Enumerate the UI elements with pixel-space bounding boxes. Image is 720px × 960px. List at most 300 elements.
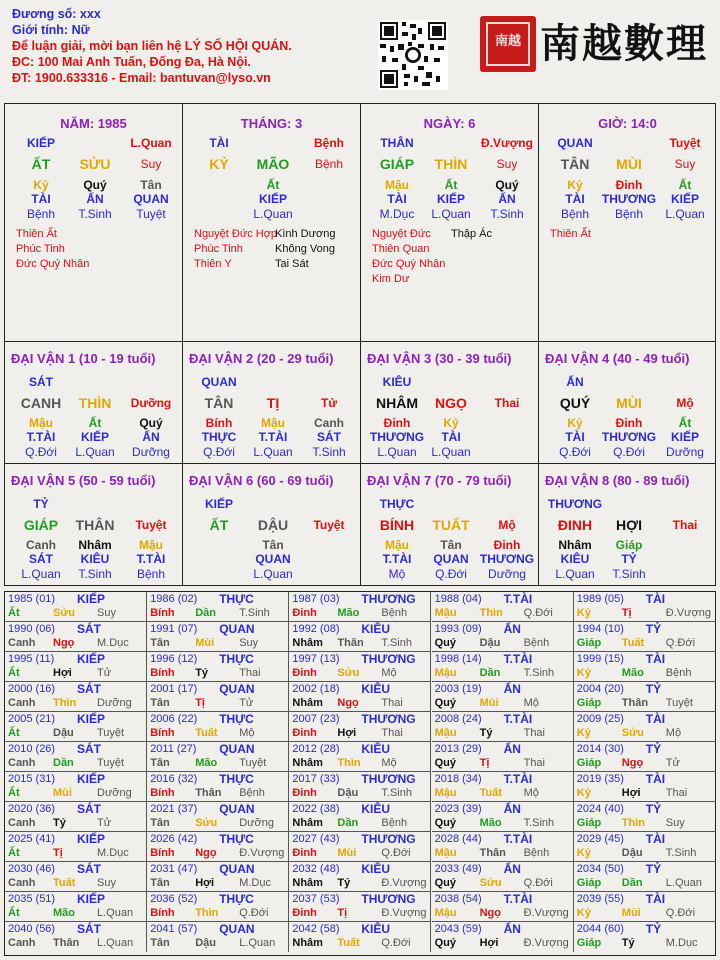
annual-stem: Tân — [150, 937, 170, 949]
annual-stage: T.Sinh — [523, 817, 555, 829]
annual-god: TÀI — [645, 652, 666, 666]
annual-stem: Canh — [8, 937, 36, 949]
annual-branch: Tị — [337, 907, 348, 919]
annual-year: 2016 (32) — [150, 773, 198, 785]
earthly-branch: THÌN — [78, 395, 112, 411]
annual-cell[interactable] — [432, 712, 574, 742]
hidden-stem: Tân — [440, 538, 462, 552]
annual-god: TÀI — [645, 772, 666, 786]
star-right: Không Vong — [275, 243, 335, 255]
annual-branch: Sửu — [53, 607, 76, 619]
annual-cell[interactable] — [5, 742, 147, 772]
dai-van-2 — [183, 342, 360, 463]
annual-branch: Tuất — [479, 787, 502, 799]
annual-year: 2005 (21) — [8, 713, 56, 725]
hidden-stem: Quý — [495, 178, 519, 192]
annual-stage: L.Quan — [97, 937, 134, 949]
annual-cell[interactable] — [5, 832, 147, 862]
heavenly-stem: ẤT — [209, 517, 229, 533]
annual-branch: Mùi — [479, 697, 499, 709]
annual-cell[interactable] — [147, 802, 289, 832]
annual-cell[interactable] — [289, 712, 431, 742]
annual-branch: Tị — [621, 607, 632, 619]
annual-cell[interactable] — [289, 682, 431, 712]
address-line: ĐC: 100 Mai Anh Tuấn, Đống Đa, Hà Nội. — [12, 55, 251, 69]
life-stage: Bệnh — [314, 157, 344, 171]
heavenly-stem: KỶ — [209, 156, 229, 172]
annual-year: 2021 (37) — [150, 803, 198, 815]
annual-cell[interactable] — [432, 682, 574, 712]
annual-cell[interactable] — [289, 622, 431, 652]
hidden-god: KIẾP — [670, 192, 699, 206]
annual-branch: Tuất — [621, 637, 645, 649]
annual-cell[interactable] — [5, 592, 147, 622]
annual-stem: Nhâm — [292, 877, 323, 889]
hidden-stage: Tuyệt — [136, 207, 166, 221]
annual-stem: Nhâm — [292, 637, 323, 649]
annual-branch: Ngọ — [621, 757, 644, 769]
annual-luck-table — [4, 591, 716, 956]
annual-cell[interactable] — [147, 892, 289, 922]
annual-stage: M.Dục — [239, 877, 271, 889]
annual-year: 2020 (36) — [8, 803, 56, 815]
annual-stage: T.Sinh — [381, 637, 412, 649]
star-left: Phúc Tinh — [194, 243, 243, 255]
annual-stem: Đinh — [292, 667, 317, 679]
annual-god: THỰC — [219, 772, 254, 786]
annual-year: 2029 (45) — [576, 833, 624, 845]
annual-stem: Tân — [150, 697, 170, 709]
annual-stage: Bệnh — [381, 817, 408, 829]
pillar-title: GIỜ: 14:0 — [598, 116, 657, 131]
annual-year: 2017 (33) — [292, 773, 340, 785]
annual-cell[interactable] — [289, 742, 431, 772]
annual-cell[interactable] — [432, 772, 574, 802]
hidden-god: T.TÀI — [136, 552, 166, 566]
annual-stem: Mậu — [434, 907, 457, 919]
annual-cell[interactable] — [147, 772, 289, 802]
annual-stage: Bệnh — [523, 847, 550, 859]
pillar-title: NĂM: 1985 — [60, 116, 127, 131]
phone-email-line: ĐT: 1900.633316 - Email: bantuvan@lyso.vn — [12, 71, 271, 85]
annual-stage: Bệnh — [523, 637, 550, 649]
hidden-stem: Ất — [678, 416, 692, 430]
annual-cell[interactable] — [289, 772, 431, 802]
annual-stage: Tuyệt — [97, 727, 125, 739]
annual-stage: Thai — [381, 697, 403, 709]
annual-year: 1989 (05) — [576, 593, 624, 605]
annual-god: THỰC — [219, 712, 254, 726]
annual-stem: Đinh — [292, 787, 317, 799]
annual-year: 1985 (01) — [8, 593, 56, 605]
annual-year: 1996 (12) — [150, 653, 198, 665]
annual-cell[interactable] — [5, 622, 147, 652]
hidden-stem: Mậu — [29, 416, 53, 430]
annual-cell[interactable] — [5, 892, 147, 922]
annual-branch: Mão — [621, 667, 644, 679]
annual-stem: Canh — [8, 637, 36, 649]
life-stage: Tuyệt — [135, 518, 167, 532]
chart-grid — [4, 103, 716, 586]
annual-branch: Thìn — [337, 757, 361, 769]
annual-stem: Giáp — [576, 637, 602, 649]
annual-stage: Tuyệt — [239, 757, 267, 769]
seal-stamp — [480, 16, 536, 72]
annual-cell[interactable] — [574, 862, 716, 892]
annual-year: 2033 (49) — [434, 863, 482, 875]
annual-cell[interactable] — [147, 622, 289, 652]
star-left: Thiên Quan — [372, 243, 430, 255]
annual-cell[interactable] — [5, 682, 147, 712]
annual-stem: Giáp — [576, 757, 602, 769]
annual-stem: Ất — [8, 667, 20, 679]
annual-god: QUAN — [219, 622, 255, 636]
hidden-stem: Giáp — [615, 538, 643, 552]
annual-branch: Mùi — [195, 637, 215, 649]
hidden-stem: Quý — [139, 416, 163, 430]
annual-year: 2009 (25) — [576, 713, 624, 725]
hidden-stage: T.Sinh — [490, 207, 524, 221]
hidden-god: TÀI — [565, 430, 585, 444]
annual-stem: Bính — [150, 607, 175, 619]
annual-year: 2026 (42) — [150, 833, 198, 845]
hidden-stage: T.Sinh — [312, 445, 346, 459]
hidden-stem: Bính — [205, 416, 233, 430]
annual-branch: Sửu — [337, 667, 360, 679]
stem-god: SÁT — [29, 375, 53, 389]
annual-branch: Thân — [195, 787, 222, 799]
star-left: Thiên Y — [194, 258, 232, 270]
annual-branch: Hợi — [337, 727, 357, 739]
annual-god: KIÊU — [361, 682, 391, 696]
hidden-stage: L.Quan — [253, 207, 293, 221]
hidden-stem: Mậu — [385, 538, 409, 552]
annual-cell[interactable] — [5, 802, 147, 832]
annual-year: 1993 (09) — [434, 623, 482, 635]
hidden-god: ẤN — [498, 192, 516, 206]
pillar-title: THÁNG: 3 — [240, 116, 303, 131]
annual-year: 1991 (07) — [150, 623, 198, 635]
annual-stage: Đ.Vượng — [381, 907, 427, 919]
hidden-god: KIẾP — [436, 192, 465, 206]
annual-god: SÁT — [77, 682, 101, 696]
hidden-stem: Tân — [140, 178, 162, 192]
annual-branch: Dậu — [53, 727, 74, 739]
life-stage: Thai — [672, 518, 698, 532]
earthly-branch: THÂN — [75, 517, 115, 533]
annual-god: QUAN — [219, 922, 255, 936]
annual-stem: Bính — [150, 907, 175, 919]
annual-stage: Dưỡng — [97, 697, 132, 709]
hidden-god: KIẾP — [258, 192, 287, 206]
annual-branch: Tuất — [195, 727, 218, 739]
hidden-god: TÀI — [441, 430, 461, 444]
annual-god: SÁT — [77, 922, 101, 936]
annual-year: 2031 (47) — [150, 863, 198, 875]
annual-stage: Mộ — [665, 727, 682, 739]
annual-cell[interactable] — [574, 892, 716, 922]
annual-year: 2001 (17) — [150, 683, 198, 695]
annual-stage: Tử — [97, 667, 112, 679]
annual-year: 2007 (23) — [292, 713, 340, 725]
annual-cell[interactable] — [574, 922, 716, 952]
annual-stem: Bính — [150, 847, 175, 859]
stem-god: KIẾP — [26, 136, 55, 150]
annual-cell[interactable] — [289, 922, 431, 952]
annual-cell[interactable] — [432, 652, 574, 682]
pillar-1 — [5, 104, 182, 341]
star-right: Kình Dương — [275, 228, 336, 240]
annual-year: 2012 (28) — [292, 743, 340, 755]
annual-god: THƯƠNG — [361, 892, 416, 906]
annual-cell[interactable] — [289, 652, 431, 682]
annual-stem: Quý — [434, 937, 456, 949]
annual-branch: Tý — [195, 667, 209, 679]
annual-cell[interactable] — [5, 772, 147, 802]
annual-stage: Mộ — [239, 727, 255, 739]
dai-van-title: ĐẠI VẬN 7 (70 - 79 tuổi) — [367, 473, 512, 488]
annual-god: KIÊU — [361, 862, 391, 876]
annual-stage: Tử — [665, 757, 680, 769]
hidden-god: T.TÀI — [382, 552, 412, 566]
annual-stem: Bính — [150, 667, 175, 679]
stem-god: TỶ — [33, 497, 49, 511]
annual-god: SÁT — [77, 622, 101, 636]
client-gender: Giới tính: Nữ — [12, 23, 90, 37]
annual-god: ẤN — [503, 862, 521, 876]
earthly-branch: TỊ — [266, 395, 280, 411]
star-left: Phúc Tinh — [16, 243, 65, 255]
annual-cell[interactable] — [147, 832, 289, 862]
annual-stem: Nhâm — [292, 937, 323, 949]
annual-stem: Giáp — [576, 817, 602, 829]
annual-god: T.TÀI — [503, 892, 533, 906]
heavenly-stem: ẤT — [31, 156, 51, 172]
annual-stage: Q.Đới — [381, 847, 411, 859]
hidden-god: TÀI — [31, 192, 51, 206]
annual-branch: Ngọ — [479, 907, 501, 919]
annual-stem: Tân — [150, 817, 170, 829]
earthly-branch: MÃO — [256, 156, 290, 172]
annual-cell[interactable] — [5, 922, 147, 952]
pillar-title: NGÀY: 6 — [423, 116, 476, 131]
pillar-4 — [539, 104, 716, 341]
star-right: Thập Ác — [451, 228, 492, 240]
hidden-stage: Q.Đới — [25, 445, 57, 459]
qr-code-icon[interactable] — [378, 20, 448, 90]
heavenly-stem: BÍNH — [379, 517, 415, 533]
hidden-stage: Bệnh — [136, 567, 166, 581]
annual-stage: Thai — [523, 757, 545, 769]
hidden-stem: Mậu — [385, 178, 409, 192]
life-stage: Thai — [494, 396, 520, 410]
hidden-stem: Tân — [262, 538, 284, 552]
annual-stem: Đinh — [292, 907, 317, 919]
annual-cell[interactable] — [289, 802, 431, 832]
annual-cell[interactable] — [574, 742, 716, 772]
annual-stem: Mậu — [434, 667, 457, 679]
annual-stem: Ất — [8, 847, 20, 859]
annual-branch: Mão — [479, 817, 502, 829]
annual-stage: Q.Đới — [381, 937, 411, 949]
annual-cell[interactable] — [147, 592, 289, 622]
annual-year: 2042 (58) — [292, 923, 340, 935]
annual-cell[interactable] — [574, 622, 716, 652]
annual-god: THƯƠNG — [361, 652, 416, 666]
annual-stage: Mộ — [523, 697, 539, 709]
annual-stage: Q.Đới — [523, 877, 553, 889]
annual-year: 2018 (34) — [434, 773, 482, 785]
annual-branch: Mão — [337, 607, 360, 619]
annual-stem: Bính — [150, 787, 175, 799]
stem-god: Bệnh — [314, 136, 344, 150]
annual-god: KIÊU — [361, 922, 391, 936]
annual-god: SÁT — [77, 802, 101, 816]
earthly-branch: MÙI — [616, 156, 642, 172]
annual-cell[interactable] — [432, 922, 574, 952]
hidden-stem: Đinh — [615, 178, 643, 192]
hidden-stage: Bệnh — [614, 207, 644, 221]
annual-branch: Hợi — [195, 877, 215, 889]
annual-god: THỰC — [219, 592, 254, 606]
annual-year: 2004 (20) — [576, 683, 624, 695]
annual-cell[interactable] — [289, 862, 431, 892]
annual-god: TÀI — [645, 892, 666, 906]
annual-cell[interactable] — [574, 652, 716, 682]
annual-branch: Dậu — [479, 637, 501, 649]
annual-cell[interactable] — [574, 772, 716, 802]
annual-branch: Thìn — [621, 817, 646, 829]
annual-branch: Sửu — [479, 877, 502, 889]
annual-branch: Thân — [53, 937, 80, 949]
client-name: Đương số: xxx — [12, 7, 101, 21]
annual-stem: Giáp — [576, 937, 602, 949]
annual-cell[interactable] — [147, 712, 289, 742]
annual-cell[interactable] — [432, 892, 574, 922]
annual-god: SÁT — [77, 862, 101, 876]
hidden-stage: Dưỡng — [488, 567, 526, 581]
annual-stem: Bính — [150, 727, 175, 739]
annual-year: 1986 (02) — [150, 593, 198, 605]
annual-stage: Đ.Vượng — [523, 937, 569, 949]
annual-year: 2039 (55) — [576, 893, 624, 905]
annual-stem: Quý — [434, 697, 456, 709]
hidden-stem: Nhâm — [78, 538, 112, 552]
annual-stage: Mộ — [381, 667, 397, 679]
annual-branch: Tý — [621, 937, 635, 949]
annual-branch: Tị — [195, 697, 205, 709]
annual-year: 2011 (27) — [150, 743, 197, 755]
annual-branch: Tuất — [337, 937, 360, 949]
annual-stem: Đinh — [292, 727, 317, 739]
stem-god: Đ.Vượng — [481, 136, 533, 150]
annual-year: 2041 (57) — [150, 923, 198, 935]
hidden-stage: L.Quan — [665, 207, 705, 221]
life-stage: Tuyệt — [313, 518, 345, 532]
annual-cell[interactable] — [147, 742, 289, 772]
hidden-stage: T.Sinh — [612, 567, 646, 581]
annual-cell[interactable] — [432, 592, 574, 622]
hidden-stage: Q.Đới — [203, 445, 235, 459]
hidden-god: ẤN — [86, 192, 104, 206]
annual-cell[interactable] — [432, 832, 574, 862]
earthly-branch: MÙI — [616, 395, 642, 411]
hidden-stage: Dưỡng — [132, 445, 170, 459]
annual-god: THƯƠNG — [361, 832, 416, 846]
annual-branch: Sửu — [621, 727, 644, 739]
annual-cell[interactable] — [289, 892, 431, 922]
annual-cell[interactable] — [289, 832, 431, 862]
annual-cell[interactable] — [574, 592, 716, 622]
annual-cell[interactable] — [574, 682, 716, 712]
star-left: Thiên Ất — [550, 228, 591, 240]
annual-cell[interactable] — [147, 652, 289, 682]
annual-cell[interactable] — [5, 862, 147, 892]
annual-cell[interactable] — [289, 592, 431, 622]
annual-stage: Tử — [97, 817, 112, 829]
annual-branch: Ngọ — [337, 697, 359, 709]
stem-god: THƯƠNG — [547, 497, 603, 511]
annual-stem: Mậu — [434, 847, 457, 859]
annual-cell[interactable] — [574, 712, 716, 742]
dai-van-title: ĐẠI VẬN 1 (10 - 19 tuổi) — [11, 351, 156, 366]
hidden-god: KIÊU — [80, 552, 110, 566]
annual-god: QUAN — [219, 802, 255, 816]
stem-god: QUAN — [201, 375, 237, 389]
annual-cell[interactable] — [147, 922, 289, 952]
annual-god: T.TÀI — [503, 652, 533, 666]
earthly-branch: DẬU — [257, 517, 289, 533]
hidden-stage: L.Quan — [377, 445, 417, 459]
annual-god: TỶ — [645, 862, 662, 876]
annual-cell[interactable] — [574, 832, 716, 862]
hidden-stem: Đinh — [493, 538, 521, 552]
annual-year: 2003 (19) — [434, 683, 482, 695]
annual-cell[interactable] — [432, 862, 574, 892]
hidden-stage: L.Quan — [431, 207, 471, 221]
dai-van-title: ĐẠI VẬN 6 (60 - 69 tuổi) — [189, 473, 334, 488]
hidden-god: THƯƠNG — [601, 430, 657, 444]
annual-branch: Sửu — [195, 817, 218, 829]
annual-cell[interactable] — [432, 622, 574, 652]
annual-stage: Suy — [665, 817, 685, 829]
annual-cell[interactable] — [574, 802, 716, 832]
annual-year: 2006 (22) — [150, 713, 198, 725]
annual-cell[interactable] — [147, 682, 289, 712]
annual-stage: Suy — [97, 877, 116, 889]
hidden-stage: Bệnh — [26, 207, 56, 221]
stem-god: THÂN — [380, 136, 414, 150]
hidden-stem: Canh — [314, 416, 344, 430]
annual-cell[interactable] — [432, 802, 574, 832]
annual-cell[interactable] — [5, 712, 147, 742]
annual-god: QUAN — [219, 742, 255, 756]
hidden-stage: M.Dục — [379, 207, 415, 221]
dai-van-5 — [5, 464, 182, 587]
hidden-god: T.TÀI — [26, 430, 56, 444]
annual-year: 2019 (35) — [576, 773, 624, 785]
annual-stage: Suy — [97, 607, 116, 619]
hidden-stem: Nhâm — [558, 538, 592, 552]
annual-god: TÀI — [645, 832, 666, 846]
annual-god: ẤN — [503, 622, 521, 636]
annual-cell[interactable] — [147, 862, 289, 892]
annual-year: 1995 (11) — [8, 653, 55, 665]
hidden-stem: Mậu — [261, 416, 285, 430]
annual-year: 2043 (59) — [434, 923, 482, 935]
annual-cell[interactable] — [432, 742, 574, 772]
annual-cell[interactable] — [5, 652, 147, 682]
